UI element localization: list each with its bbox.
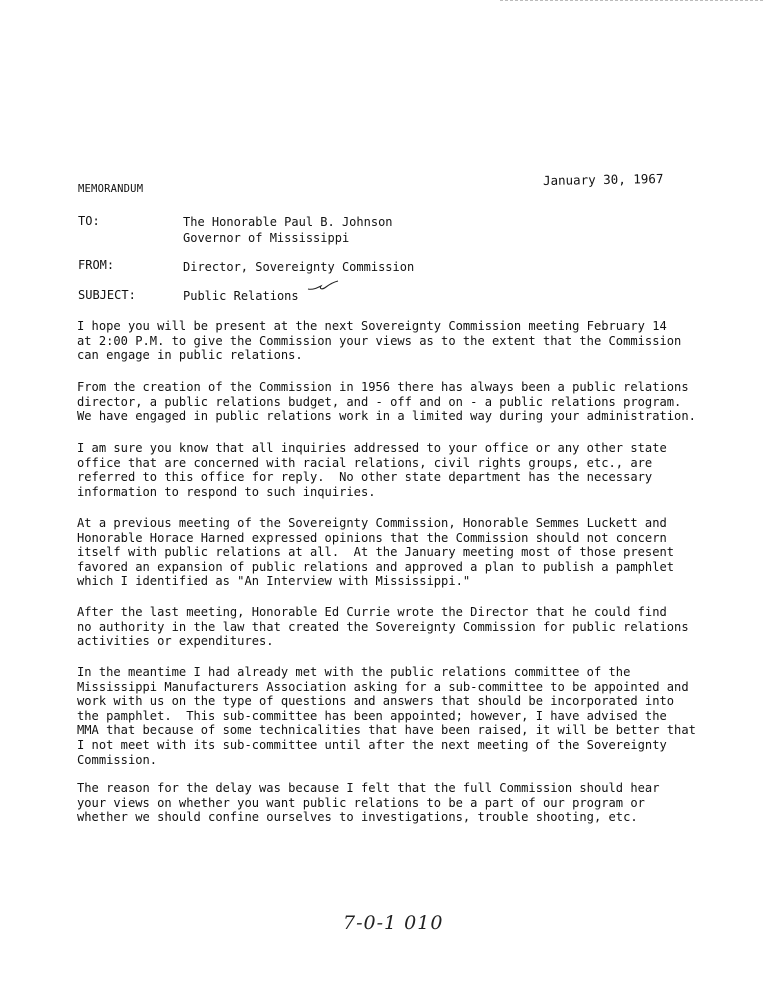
paragraph-delay-reason: The reason for the delay was because I felt that the full Commission should hear your views on whether you want public relations to be a part of our program or whether we should confine ourselves to investigations, trouble shooting, etc.: [77, 781, 660, 825]
handwritten-check-mark: [307, 278, 339, 292]
subject-label: SUBJECT:: [78, 288, 136, 302]
paragraph-inquiries: I am sure you know that all inquiries addressed to your office or any other state office that are concerned with racial relations, civil rights groups, etc., are referred to this office for reply. No other state department has the necessary information to respond to such inquiries.: [77, 441, 667, 499]
from-value: Director, Sovereignty Commission: [183, 260, 415, 274]
to-recipient-name: The Honorable Paul B. Johnson: [183, 215, 393, 229]
scan-edge-dots: [500, 0, 763, 3]
memo-date: January 30, 1967: [542, 170, 664, 189]
from-label: FROM:: [78, 258, 115, 272]
paragraph-currie-letter: After the last meeting, Honorable Ed Currie wrote the Director that he could find no authority in the law that created the Sovereignty Commission for public relations activities or expenditures.: [77, 605, 689, 649]
paragraph-history: From the creation of the Commission in 1956 there has always been a public relations director, a public relations budget, and - off and on - a public relations program. We have engaged in public relations work in a limited way during your administration.: [77, 380, 696, 424]
paragraph-meeting-request: I hope you will be present at the next Sovereignty Commission meeting February 14 at 2:00 P.M. to give the Commission your views as to the extent that the Commission can engage in public relations.: [77, 319, 682, 363]
subject-value-part1: Public: [183, 289, 227, 303]
to-recipient-title: Governor of Mississippi: [183, 231, 350, 245]
paragraph-mma-committee: In the meantime I had already met with the public relations committee of the Mississippi Manufacturers Association asking for a sub-committee to be appointed and work with us on the type of questions and answers that should be incorporated into the pamphlet. This sub-committee has been appointed; however, I have advised the MMA that because of some technicalities that have been raised, it will be better that I not meet with its sub-committee until after the next meeting of the Sovereignty Commission.: [77, 665, 696, 767]
paragraph-previous-meeting: At a previous meeting of the Sovereignty Commission, Honorable Semmes Luckett and Honorable Horace Harned expressed opinions that the Commission should not concern itself with public relations at all. At the January meeting most of those present favored an expansion of public relations and approved a plan to publish a pamphlet which I identified as "An Interview with Mississippi.": [77, 516, 675, 589]
subject-value-part2: Relations: [233, 289, 299, 303]
to-label: TO:: [78, 214, 100, 228]
handwritten-file-number: 7-0-1 010: [343, 912, 444, 934]
subject-value: [183, 288, 299, 304]
memo-title: MEMORANDUM: [78, 183, 144, 195]
